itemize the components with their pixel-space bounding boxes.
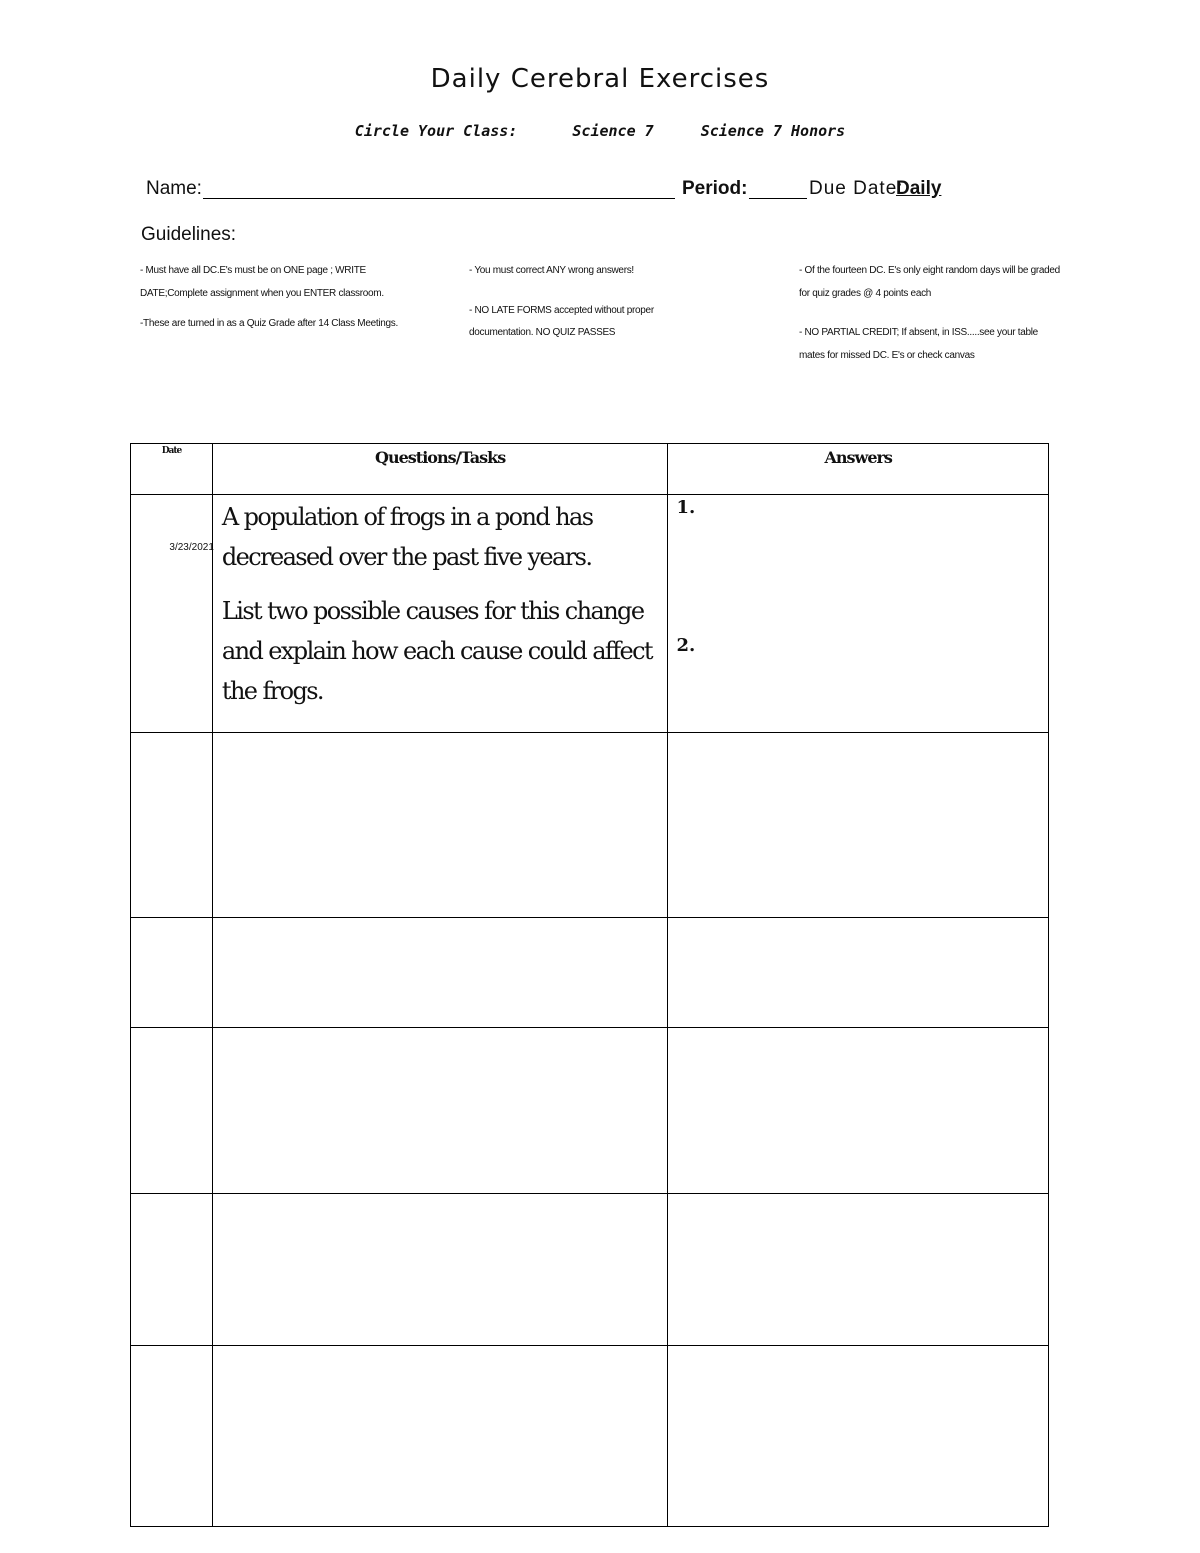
due-date-label: Due Date: [809, 178, 904, 199]
class-prompt: Circle Your Class: [354, 122, 518, 140]
guidelines-column-1 [140, 260, 410, 344]
table-row [131, 1194, 1049, 1346]
header-answers: Answers [668, 444, 1049, 495]
answer-cell[interactable] [668, 1346, 1049, 1527]
period-label: Period: [682, 178, 748, 199]
question-cell[interactable] [212, 733, 668, 918]
header-date: Date [131, 444, 213, 495]
guidelines-column-3 [799, 260, 1061, 375]
answer-cell[interactable] [668, 1028, 1049, 1194]
question-text: A population of frogs in a pond has decreased over the past five years. [221, 503, 593, 571]
question-cell[interactable] [212, 1346, 668, 1527]
header-questions: Questions/Tasks [212, 444, 668, 495]
table-header-row [131, 444, 1049, 495]
period-field[interactable] [749, 176, 807, 199]
answer-cell[interactable] [668, 1194, 1049, 1346]
table-row [131, 1346, 1049, 1527]
guidelines-column-2 [469, 260, 689, 353]
table-row [131, 733, 1049, 918]
guideline-item: - NO PARTIAL CREDIT; If absent, in ISS.....see your table mates for missed DC. E's or check canvas [799, 327, 1038, 361]
student-info-row [146, 176, 966, 206]
guideline-item: - You must correct ANY wrong answers! [469, 265, 634, 276]
class-selection [0, 122, 1200, 140]
question-cell [212, 495, 668, 733]
due-date-value: Daily [896, 178, 942, 199]
date-cell[interactable] [131, 1194, 213, 1346]
date-value: 3/23/2021 [169, 542, 214, 553]
class-option-science-7-honors[interactable]: Science 7 Honors [700, 122, 846, 140]
question-text: List two possible causes for this change and explain how each cause could affect the frogs. [221, 597, 652, 705]
guideline-item: - Must have all DC.E's must be on ONE page ; WRITE DATE;Complete assignment when you ENTER classroom. [140, 265, 384, 299]
answer-cell[interactable] [668, 733, 1049, 918]
dce-table [130, 443, 1049, 1527]
date-cell[interactable] [131, 1028, 213, 1194]
date-cell[interactable] [131, 918, 213, 1028]
answer-number: 2. [676, 635, 696, 656]
date-cell[interactable] [131, 733, 213, 918]
guideline-item: - Of the fourteen DC. E's only eight random days will be graded for quiz grades @ 4 points each [799, 265, 1060, 299]
answer-number: 1. [676, 497, 696, 518]
table-row [131, 918, 1049, 1028]
question-cell[interactable] [212, 1194, 668, 1346]
table-row [131, 495, 1049, 733]
date-cell[interactable] [131, 495, 213, 733]
name-label: Name: [146, 178, 202, 199]
answer-cell[interactable] [668, 495, 1049, 733]
class-option-science-7[interactable]: Science 7 [572, 122, 654, 140]
guideline-item: - NO LATE FORMS accepted without proper documentation. NO QUIZ PASSES [469, 304, 654, 338]
question-cell[interactable] [212, 1028, 668, 1194]
table-row [131, 1028, 1049, 1194]
guidelines-title: Guidelines: [141, 224, 237, 245]
question-cell[interactable] [212, 918, 668, 1028]
answer-cell[interactable] [668, 918, 1049, 1028]
guideline-item: -These are turned in as a Quiz Grade after 14 Class Meetings. [140, 318, 398, 329]
page-title: Daily Cerebral Exercises [430, 64, 770, 94]
name-field[interactable] [203, 176, 675, 199]
date-cell[interactable] [131, 1346, 213, 1527]
